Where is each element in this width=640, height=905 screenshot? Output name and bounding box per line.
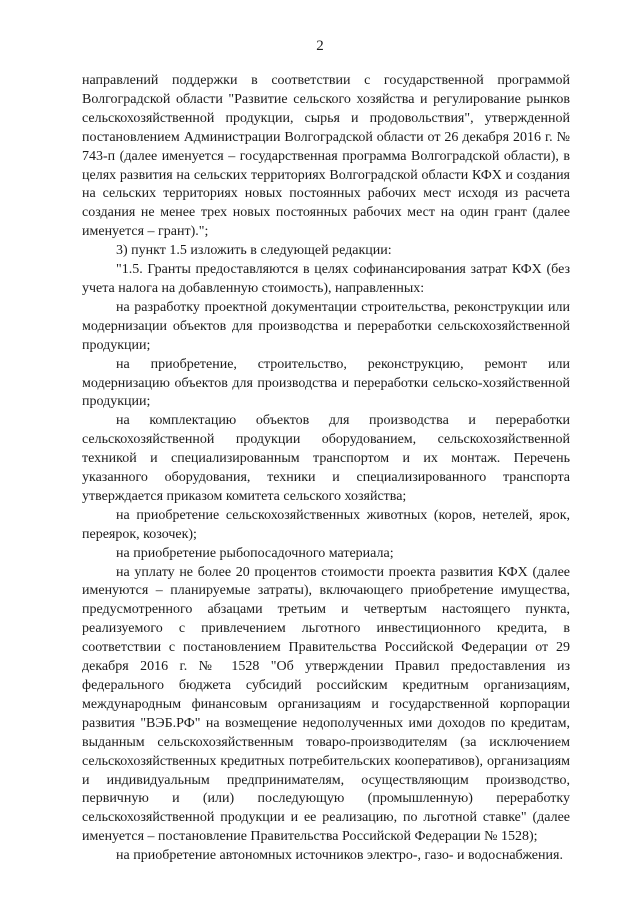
paragraph-autonomous-supply: на приобретение автономных источников электро-, газо- и водоснабжения. [116, 848, 563, 864]
paragraph-intro-continuation: направлений поддержки в соответствии с государственной программой Волгоградской области "Развитие сельского хозяйства и регулирование рынков сельскохозяйственной продукции, сырья и продовольствия", утвержденной постановлением Администрации Волгоградской области от 26 декабря 2016 г. № 743-п (далее именуется – государственная программа Волгоградской области), в целях развития на сельских территориях Волгоградской области КФХ и создания на сельских территориях новых постоянных рабочих мест исходя из расчета создания не менее трех новых постоянных рабочих мест на один грант (далее именуется – грант)."; [82, 73, 570, 240]
document-body [82, 72, 570, 866]
paragraph-livestock: на приобретение сельскохозяйственных животных (коров, нетелей, ярок, переярок, козочек); [82, 507, 570, 542]
paragraph-fish-stock: на приобретение рыбопосадочного материала; [116, 545, 394, 561]
paragraph-construction: на приобретение, строительство, реконструкцию, ремонт или модернизацию объектов для производства и переработки сельско-хозяйственной продукции; [82, 356, 570, 410]
paragraph-design-docs: на разработку проектной документации строительства, реконструкции или модернизации объектов для производства и переработки сельскохозяйственной продукции; [82, 299, 570, 353]
paragraph-equipment: на комплектацию объектов для производства и переработки сельскохозяйственной продукции оборудованием, сельскохозяйственной техникой и специализированным транспортом и их монтаж. Перечень указанного оборудования, техники и специализированного транспорта утверждается приказом комитета сельского хозяйства; [82, 413, 570, 504]
paragraph-clause-1-5: "1.5. Гранты предоставляются в целях софинансирования затрат КФХ (без учета налога на добавленную стоимость), направленных: [82, 262, 570, 296]
paragraph-credit-payment: на уплату не более 20 процентов стоимости проекта развития КФХ (далее именуются – планируемые затраты), включающего приобретение имущества, предусмотренного абзацами третьим и четвертым настоящего пункта, реализуемого с привлечением льготного инвестиционного кредита, в соответствии с постановлением Правительства Российской Федерации от 29 декабря 2016 г. № 1528 "Об утверждении Правил предоставления из федерального бюджета субсидий российским кредитным организациям, международным финансовым организациям и государственной корпорации развития "ВЭБ.РФ" на возмещение недополученных ими доходов по кредитам, выданным сельскохозяйственным товаро-производителям (за исключением сельскохозяйственных кредитных потребительских кооперативов), организациям и индивидуальным предпринимателям, осуществляющим производство, первичную и (или) последующую (промышленную) переработку сельскохозяйственной продукции и ее реализацию, по льготной ставке" (далее именуется – постановление Правительства Российской Федерации № 1528); [82, 564, 570, 845]
paragraph-item-3: 3) пункт 1.5 изложить в следующей редакции: [116, 243, 392, 259]
page-number: 2 [316, 38, 324, 54]
